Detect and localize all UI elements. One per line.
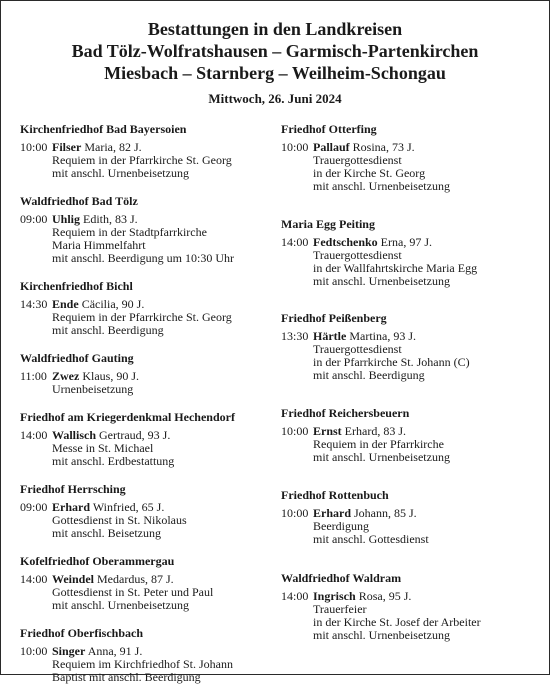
deceased-given-name-age: Maria, 82 J.	[84, 140, 142, 154]
deceased-surname: Singer	[52, 644, 86, 658]
service-detail: mit anschl. Gottesdienst	[313, 532, 429, 546]
title-line-2: Bad Tölz-Wolfratshausen – Garmisch-Partenkirchen	[71, 41, 479, 61]
funeral-time: 09:00	[20, 500, 48, 514]
cemetery-name: Friedhof am Kriegerdenkmal Hechendorf	[20, 410, 235, 424]
funeral-entry	[281, 236, 543, 288]
cemetery-block	[281, 217, 543, 288]
funeral-entry	[281, 330, 543, 382]
deceased-surname: Ernst	[313, 424, 342, 438]
deceased-given-name-age: Rosina, 73 J.	[352, 140, 415, 154]
service-detail: in der Pfarrkirche St. Johann (C)	[313, 355, 470, 369]
deceased-surname: Filser	[52, 140, 82, 154]
funeral-entry	[20, 429, 282, 468]
service-detail: Beerdigung	[313, 519, 369, 533]
cemetery-name: Friedhof Peißenberg	[281, 311, 387, 325]
service-detail: Requiem in der Pfarrkirche St. Georg	[52, 153, 232, 167]
funeral-entry	[20, 298, 282, 337]
deceased-given-name-age: Johann, 85 J.	[354, 506, 417, 520]
notice-date: Mittwoch, 26. Juni 2024	[208, 91, 342, 106]
funeral-time: 14:00	[20, 428, 48, 442]
funeral-time: 13:30	[281, 329, 309, 343]
deceased-given-name-age: Erna, 97 J.	[380, 235, 432, 249]
service-detail: mit anschl. Beerdigung	[313, 368, 425, 382]
deceased-given-name-age: Winfried, 65 J.	[92, 500, 165, 514]
cemetery-block	[20, 410, 282, 468]
cemetery-block	[20, 122, 282, 180]
cemetery-name: Waldfriedhof Bad Tölz	[20, 194, 138, 208]
deceased-surname: Weindel	[52, 572, 95, 586]
cemetery-block	[20, 194, 282, 265]
service-detail: Baptist mit anschl. Beerdigung	[52, 670, 201, 684]
service-detail: Urnenbeisetzung	[52, 382, 134, 396]
service-detail: mit anschl. Urnenbeisetzung	[313, 179, 450, 193]
cemetery-name: Friedhof Otterfing	[281, 122, 377, 136]
cemetery-name: Waldfriedhof Waldram	[281, 571, 402, 585]
cemetery-block	[20, 482, 282, 540]
service-detail: Trauergottesdienst	[313, 248, 402, 262]
right-column	[281, 122, 543, 642]
deceased-surname: Wallisch	[52, 428, 97, 442]
service-detail: mit anschl. Urnenbeisetzung	[313, 628, 450, 642]
service-detail: Messe in St. Michael	[52, 441, 154, 455]
deceased-given-name-age: Martina, 93 J.	[349, 329, 416, 343]
service-detail: Gottesdienst in St. Nikolaus	[52, 513, 187, 527]
deceased-surname: Zwez	[52, 369, 80, 383]
deceased-given-name-age: Anna, 91 J.	[87, 644, 143, 658]
funeral-entry	[20, 370, 282, 396]
service-detail: Requiem in der Stadtpfarrkirche	[52, 225, 207, 239]
service-detail: mit anschl. Urnenbeisetzung	[313, 450, 450, 464]
cemetery-block	[20, 351, 282, 396]
funeral-entry	[20, 213, 282, 265]
service-detail: in der Wallfahrtskirche Maria Egg	[313, 261, 478, 275]
funeral-entry	[20, 573, 282, 612]
title-line-3: Miesbach – Starnberg – Weilheim-Schongau	[104, 63, 446, 83]
service-detail: Trauergottesdienst	[313, 342, 402, 356]
cemetery-name: Kirchenfriedhof Bichl	[20, 279, 133, 293]
service-detail: Maria Himmelfahrt	[52, 238, 146, 252]
deceased-surname: Ende	[52, 297, 79, 311]
service-detail: Requiem in der Pfarrkirche	[313, 437, 444, 451]
deceased-given-name-age: Rosa, 95 J.	[358, 589, 412, 603]
title-line-1: Bestattungen in den Landkreisen	[147, 19, 403, 39]
funeral-time: 14:00	[281, 589, 309, 603]
deceased-given-name-age: Erhard, 83 J.	[344, 424, 406, 438]
deceased-surname: Ingrisch	[313, 589, 356, 603]
service-detail: mit anschl. Urnenbeisetzung	[52, 166, 189, 180]
funeral-time: 14:00	[281, 235, 309, 249]
cemetery-name: Friedhof Rottenbuch	[281, 488, 389, 502]
funeral-time: 10:00	[281, 506, 309, 520]
service-detail: Trauerfeier	[313, 602, 367, 616]
service-detail: mit anschl. Urnenbeisetzung	[313, 274, 450, 288]
funeral-time: 10:00	[20, 140, 48, 154]
cemetery-block	[281, 488, 543, 546]
service-detail: Requiem im Kirchfriedhof St. Johann	[52, 657, 233, 671]
service-detail: in der Kirche St. Josef der Arbeiter	[313, 615, 481, 629]
deceased-surname: Fedtschenko	[313, 235, 378, 249]
funeral-entry	[281, 141, 543, 193]
cemetery-block	[281, 571, 543, 642]
service-detail: mit anschl. Erdbestattung	[52, 454, 175, 468]
deceased-surname: Pallauf	[313, 140, 350, 154]
service-detail: mit anschl. Beerdigung um 10:30 Uhr	[52, 251, 234, 265]
funeral-time: 11:00	[20, 369, 47, 383]
cemetery-name: Kofelfriedhof Oberammergau	[20, 554, 175, 568]
deceased-given-name-age: Edith, 83 J.	[83, 212, 138, 226]
service-detail: mit anschl. Beerdigung	[52, 323, 164, 337]
service-detail: mit anschl. Urnenbeisetzung	[52, 598, 189, 612]
cemetery-block	[281, 311, 543, 382]
cemetery-name: Kirchenfriedhof Bad Bayersoien	[20, 122, 187, 136]
service-detail: Trauergottesdienst	[313, 153, 402, 167]
service-detail: mit anschl. Beisetzung	[52, 526, 161, 540]
funeral-entry	[281, 425, 543, 464]
deceased-surname: Härtle	[313, 329, 347, 343]
left-column	[20, 122, 282, 698]
funeral-entry	[281, 507, 543, 546]
deceased-given-name-age: Klaus, 90 J.	[82, 369, 139, 383]
funeral-entry	[20, 141, 282, 180]
funeral-time: 10:00	[281, 140, 309, 154]
funeral-entry	[20, 501, 282, 540]
funeral-time: 10:00	[20, 644, 48, 658]
deceased-surname: Erhard	[313, 506, 352, 520]
cemetery-name: Waldfriedhof Gauting	[20, 351, 134, 365]
deceased-surname: Erhard	[52, 500, 91, 514]
service-detail: Requiem in der Pfarrkirche St. Georg	[52, 310, 232, 324]
cemetery-block	[281, 122, 543, 193]
funeral-time: 10:00	[281, 424, 309, 438]
cemetery-block	[20, 554, 282, 612]
service-detail: Gottesdienst in St. Peter und Paul	[52, 585, 214, 599]
funeral-entry	[20, 645, 282, 684]
service-detail: in der Kirche St. Georg	[313, 166, 426, 180]
deceased-given-name-age: Cäcilia, 90 J.	[81, 297, 145, 311]
cemetery-block	[281, 406, 543, 464]
funeral-time: 14:30	[20, 297, 48, 311]
deceased-given-name-age: Medardus, 87 J.	[97, 572, 174, 586]
funeral-entry	[281, 590, 543, 642]
funeral-time: 14:00	[20, 572, 48, 586]
deceased-given-name-age: Gertraud, 93 J.	[99, 428, 171, 442]
cemetery-name: Friedhof Reichersbeuern	[281, 406, 410, 420]
deceased-surname: Uhlig	[52, 212, 81, 226]
cemetery-name: Maria Egg Peiting	[281, 217, 375, 231]
funeral-time: 09:00	[20, 212, 48, 226]
cemetery-block	[20, 279, 282, 337]
cemetery-block	[20, 626, 282, 684]
notice-header	[0, 18, 550, 107]
cemetery-name: Friedhof Oberfischbach	[20, 626, 143, 640]
cemetery-name: Friedhof Herrsching	[20, 482, 126, 496]
